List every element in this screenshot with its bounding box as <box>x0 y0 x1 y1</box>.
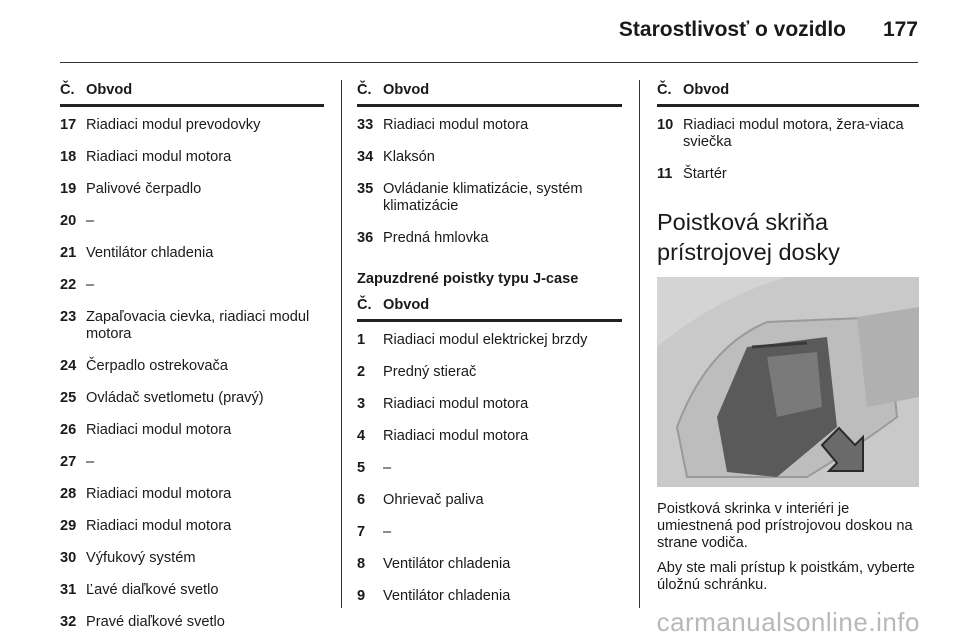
fuse-table-body <box>357 106 622 256</box>
header-circuit: Obvod <box>383 80 622 106</box>
table-row <box>60 174 324 206</box>
fuse-circuit: Palivové čerpadlo <box>86 181 202 197</box>
fuse-number: 25 <box>60 390 77 406</box>
table-header-row <box>60 80 324 106</box>
fuse-circuit: Ventilátor chladenia <box>383 556 511 572</box>
jcase-subheading: Zapuzdrené poistky typu J-case <box>357 271 579 287</box>
fuse-number: 32 <box>60 614 77 630</box>
table-header-row <box>357 80 622 106</box>
fuse-circuit: Ohrievač paliva <box>383 492 484 508</box>
fuse-number: 11 <box>657 166 673 182</box>
header-number: Č. <box>60 80 86 106</box>
table-row <box>357 223 622 255</box>
fuse-number: 19 <box>60 181 77 197</box>
page-title: Starostlivosť o vozidlo <box>618 18 846 41</box>
section-title-line: prístrojovej dosky <box>657 239 840 265</box>
table-row <box>60 607 324 639</box>
fuse-number: 35 <box>357 181 374 197</box>
fuse-circuit: Riadiaci modul motora <box>383 428 529 444</box>
table-row <box>60 543 324 575</box>
column-divider <box>341 80 342 608</box>
header-circuit: Obvod <box>683 80 919 106</box>
table-row <box>60 511 324 543</box>
fuse-circuit: – <box>86 454 95 470</box>
fuse-number: 26 <box>60 422 77 438</box>
fuse-number: 20 <box>60 213 77 229</box>
fuse-number: 6 <box>357 492 366 508</box>
header-circuit: Obvod <box>383 295 622 321</box>
fuse-circuit: Riadiaci modul elektrickej brzdy <box>383 332 588 348</box>
fuse-circuit: Predný stierač <box>383 364 477 380</box>
table-row <box>357 389 622 421</box>
fuse-circuit: Predná hmlovka <box>383 230 489 246</box>
table-row <box>60 383 324 415</box>
fuse-number: 36 <box>357 230 374 246</box>
table-row <box>60 302 324 351</box>
table-row <box>357 421 622 453</box>
table-row <box>60 106 324 143</box>
fuse-number: 2 <box>357 364 366 380</box>
fuse-table <box>657 80 919 191</box>
column-right <box>657 80 919 602</box>
fuse-number: 21 <box>60 245 77 261</box>
fuse-circuit: Výfukový systém <box>86 550 196 566</box>
fuse-circuit: Ovládač svetlometu (pravý) <box>86 390 264 406</box>
fuse-number: 9 <box>357 588 366 604</box>
table-row <box>357 106 622 143</box>
header-circuit: Obvod <box>86 80 324 106</box>
fuse-number: 28 <box>60 486 77 502</box>
fuse-number: 34 <box>357 149 374 165</box>
fuse-number: 1 <box>357 332 366 348</box>
column-left <box>60 80 324 639</box>
table-row <box>357 142 622 174</box>
fuse-circuit: – <box>86 213 95 229</box>
table-row <box>357 485 622 517</box>
paragraph: Aby ste mali prístup k poistkám, vyberte úložnú schránku. <box>657 560 915 593</box>
fuse-box-illustration <box>657 277 919 487</box>
fuse-circuit: Riadiaci modul motora <box>86 422 232 438</box>
paragraph: Poistková skrinka v interiéri je umiestnená pod prístrojovou doskou na strane vodiča. <box>657 501 913 551</box>
page-header <box>60 0 918 63</box>
fuse-number: 5 <box>357 460 366 476</box>
fuse-number: 24 <box>60 358 77 374</box>
fuse-number: 29 <box>60 518 77 534</box>
table-row <box>60 447 324 479</box>
column-middle <box>357 80 622 613</box>
table-row <box>60 351 324 383</box>
fuse-circuit: Ventilátor chladenia <box>86 245 214 261</box>
fuse-table-body <box>357 321 622 614</box>
fuse-circuit: Štartér <box>683 166 727 182</box>
fuse-number: 18 <box>60 149 77 165</box>
table-row <box>60 142 324 174</box>
fuse-number: 10 <box>657 117 674 133</box>
header-number: Č. <box>657 80 683 106</box>
fuse-number: 4 <box>357 428 366 444</box>
section-title <box>657 207 919 267</box>
table-row <box>60 415 324 447</box>
table-row <box>357 357 622 389</box>
fuse-table <box>357 80 622 255</box>
fuse-box-photo <box>657 277 919 487</box>
fuse-table <box>60 80 324 639</box>
fuse-circuit: – <box>383 524 392 540</box>
table-row <box>357 174 622 223</box>
fuse-number: 22 <box>60 277 77 293</box>
table-row <box>357 453 622 485</box>
column-divider <box>639 80 640 608</box>
fuse-circuit: Ovládanie klimatizácie, systém klimatizácie <box>383 181 583 214</box>
fuse-number: 30 <box>60 550 77 566</box>
fuse-circuit: Riadiaci modul motora, žera-viaca sviečka <box>683 117 904 150</box>
fuse-number: 27 <box>60 454 77 470</box>
watermark: carmanualsonline.info <box>656 607 920 637</box>
fuse-circuit: Ventilátor chladenia <box>383 588 511 604</box>
fuse-number: 7 <box>357 524 366 540</box>
fuse-number: 17 <box>60 117 77 133</box>
fuse-number: 8 <box>357 556 366 572</box>
table-row <box>60 238 324 270</box>
page-number: 177 <box>882 18 918 41</box>
table-row <box>357 321 622 358</box>
fuse-circuit: – <box>86 277 95 293</box>
section-title-line: Poistková skriňa <box>657 209 829 235</box>
fuse-table-body <box>60 106 324 640</box>
table-row <box>657 159 919 191</box>
fuse-circuit: Riadiaci modul motora <box>383 117 529 133</box>
fuse-number: 23 <box>60 309 77 325</box>
fuse-circuit: – <box>383 460 392 476</box>
fuse-circuit: Pravé diaľkové svetlo <box>86 614 225 630</box>
table-header-row <box>357 295 622 321</box>
table-header-row <box>657 80 919 106</box>
fuse-circuit: Klaksón <box>383 149 435 165</box>
fuse-table-body <box>657 106 919 192</box>
fuse-number: 3 <box>357 396 366 412</box>
table-row <box>60 575 324 607</box>
header-number: Č. <box>357 80 383 106</box>
fuse-circuit: Riadiaci modul prevodovky <box>86 117 261 133</box>
table-row <box>357 549 622 581</box>
table-row <box>357 581 622 613</box>
fuse-circuit: Riadiaci modul motora <box>383 396 529 412</box>
table-row <box>657 106 919 160</box>
table-row <box>60 270 324 302</box>
fuse-circuit: Ľavé diaľkové svetlo <box>86 582 219 598</box>
fuse-circuit: Zapaľovacia cievka, riadiaci modul motora <box>86 309 310 342</box>
table-row <box>60 479 324 511</box>
table-row <box>357 517 622 549</box>
fuse-number: 31 <box>60 582 77 598</box>
fuse-circuit: Riadiaci modul motora <box>86 486 232 502</box>
fuse-circuit: Čerpadlo ostrekovača <box>86 358 228 374</box>
fuse-number: 33 <box>357 117 374 133</box>
table-row <box>60 206 324 238</box>
fuse-circuit: Riadiaci modul motora <box>86 518 232 534</box>
fuse-circuit: Riadiaci modul motora <box>86 149 232 165</box>
jcase-fuse-table <box>357 295 622 613</box>
header-number: Č. <box>357 295 383 321</box>
